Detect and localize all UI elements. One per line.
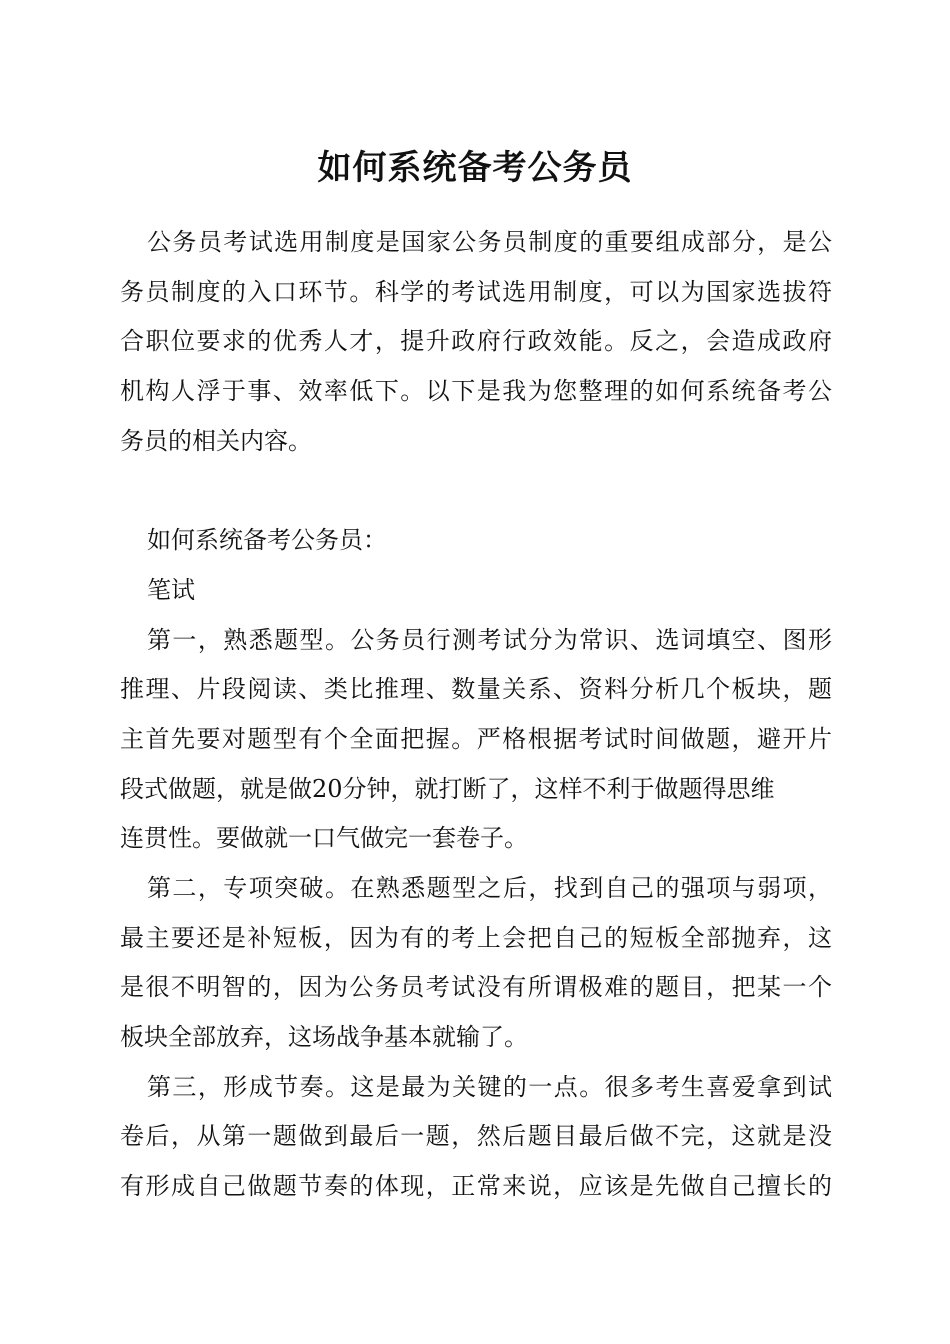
- point-two-line-3: 是很不明智的，因为公务员考试没有所谓极难的题目，把某一个: [120, 973, 832, 1002]
- point-three-line-3: 有形成自己做题节奏的体现，正常来说，应该是先做自己擅长的: [120, 1172, 832, 1201]
- point-two-line-2: 最主要还是补短板，因为有的考上会把自己的短板全部抛弃，这: [120, 923, 832, 952]
- intro-line-4: 机构人浮于事、效率低下。以下是我为您整理的如何系统备考公: [120, 377, 832, 406]
- subsection-heading: 笔试: [147, 575, 195, 604]
- intro-line-1: 公务员考试选用制度是国家公务员制度的重要组成部分，是公: [147, 228, 832, 256]
- point-one-line-2: 推理、片段阅读、类比推理、数量关系、资料分析几个板块，题: [120, 675, 832, 704]
- document-title: 如何系统备考公务员: [317, 148, 633, 188]
- point-two-line-4: 板块全部放弃，这场战争基本就输了。: [120, 1023, 528, 1051]
- point-two-line-1: 第二，专项突破。在熟悉题型之后，找到自己的强项与弱项，: [147, 873, 832, 902]
- document-body: [120, 218, 832, 1212]
- section-heading: 如何系统备考公务员：: [147, 526, 387, 555]
- paragraph-gap: [120, 466, 832, 516]
- point-three-line-2: 卷后，从第一题做到最后一题，然后题目最后做不完，这就是没: [120, 1122, 832, 1151]
- intro-line-2: 务员制度的入口环节。科学的考试选用制度，可以为国家选拔符: [120, 277, 832, 306]
- point-one-line-1: 第一，熟悉题型。公务员行测考试分为常识、选词填空、图形: [147, 625, 832, 654]
- point-three-line-1: 第三，形成节奏。这是最为关键的一点。很多考生喜爱拿到试: [147, 1072, 832, 1101]
- point-one-line-3: 主首先要对题型有个全面把握。严格根据考试时间做题，避开片: [120, 724, 832, 753]
- point-one-line-4: 段式做题，就是做20分钟，就打断了，这样不利于做题得思维: [120, 774, 775, 803]
- intro-line-3: 合职位要求的优秀人才，提升政府行政效能。反之，会造成政府: [120, 327, 832, 356]
- point-one-line-5: 连贯性。要做就一口气做完一套卷子。: [120, 824, 528, 853]
- intro-line-5: 务员的相关内容。: [120, 426, 312, 455]
